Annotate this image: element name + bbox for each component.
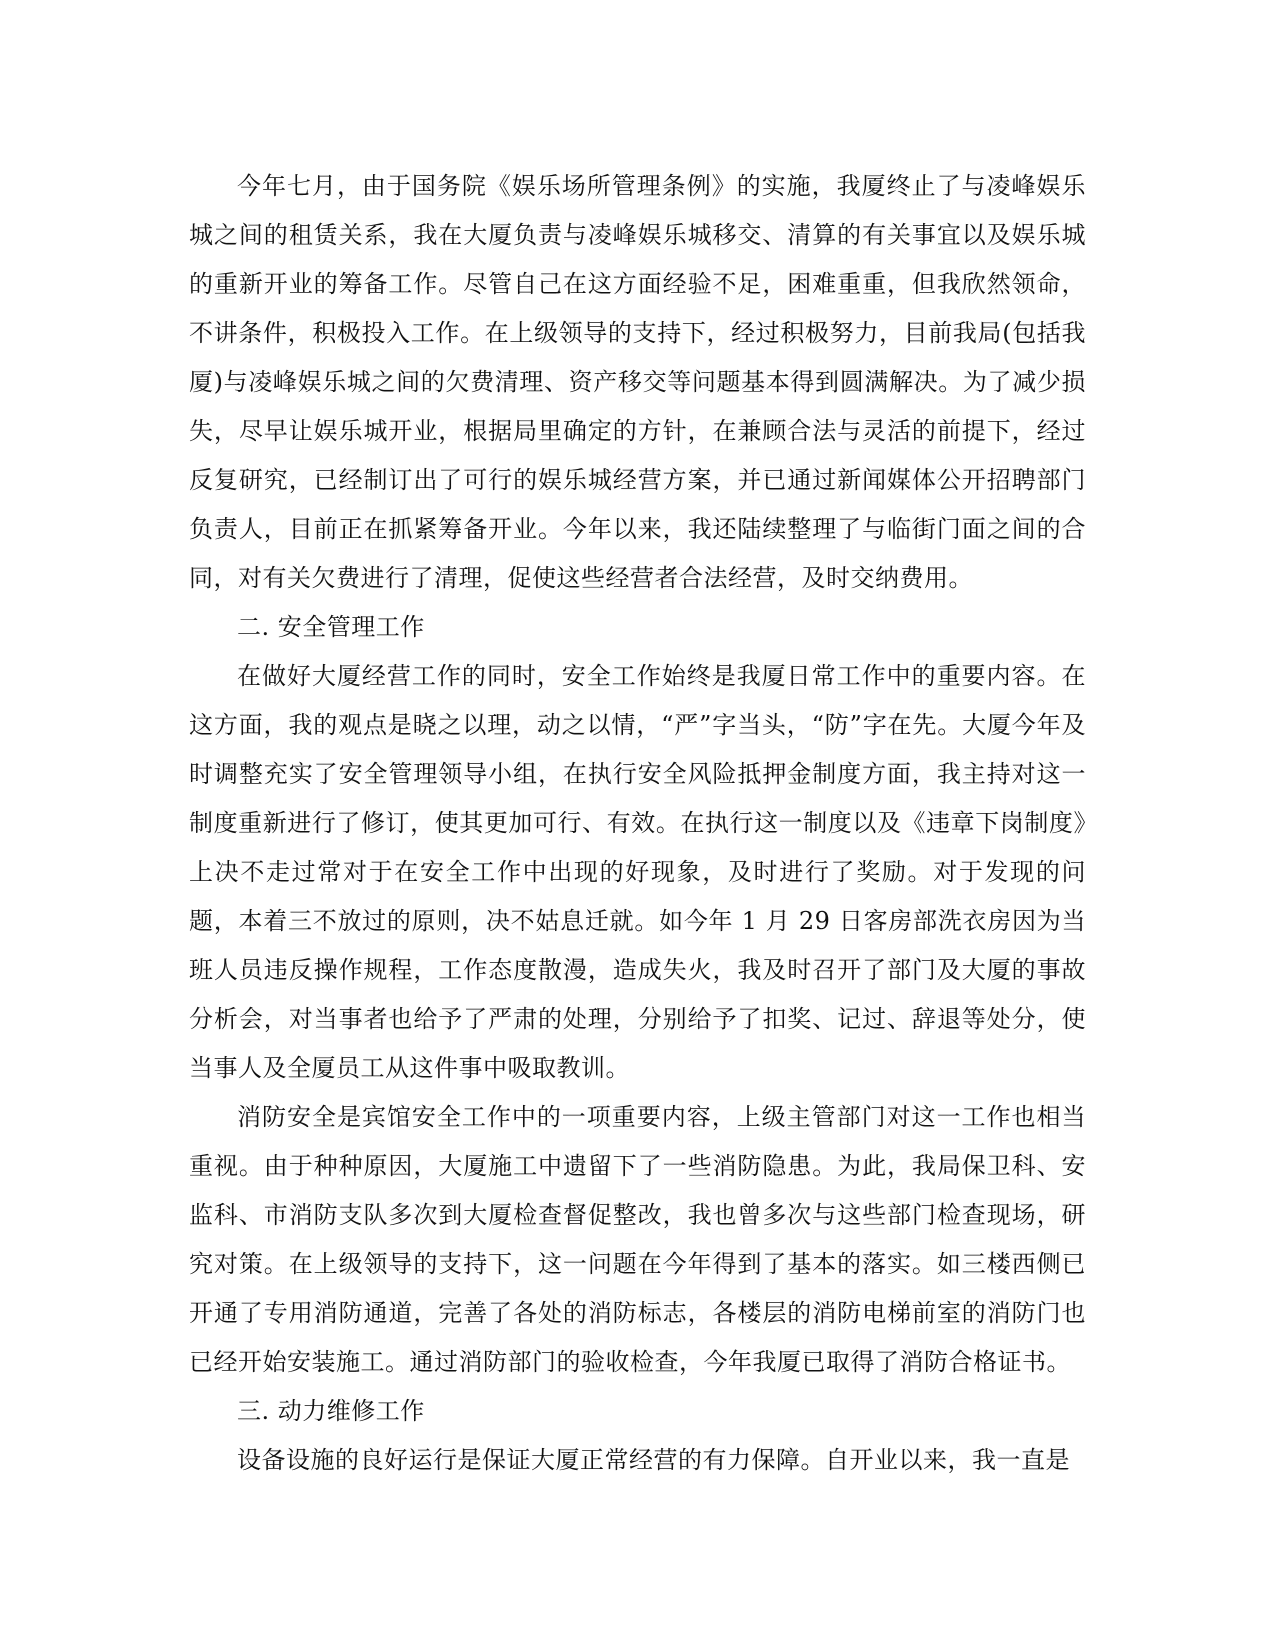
section-heading-power-maintenance: 三. 动力维修工作 [237, 1397, 425, 1425]
section-heading-safety-management: 二. 安全管理工作 [237, 613, 425, 641]
paragraph-safety-work: 在做好大厦经营工作的同时，安全工作始终是我厦日常工作中的重要内容。在这方面，我的观点是晓之以理，动之以情，“严”字当头，“防”字在先。大厦今年及时调整充实了安全管理领导小组，在执行安全风险抵押金制度方面，我主持对这一制度重新进行了修订，使其更加可行、有效。在执行这一制度以及《违章下岗制度》上决不走过常对于在安全工作中出现的好现象，及时进行了奖励。对于发现的问题，本着三不放过的原则，决不姑息迁就。如今年 1 月 29 日客房部洗衣房因为当班人员违反操作规程，工作态度散漫，造成失火，我及时召开了部门及大厦的事故分析会，对当事者也给予了严肃的处理，分别给予了扣奖、记过、辞退等处分，使当事人及全厦员工从这件事中吸取教训。 [189, 662, 1086, 1082]
paragraph-entertainment-city: 今年七月，由于国务院《娱乐场所管理条例》的实施，我厦终止了与凌峰娱乐城之间的租赁关系，我在大厦负责与凌峰娱乐城移交、清算的有关事宜以及娱乐城的重新开业的筹备工作。尽管自己在这方面经验不足，困难重重，但我欣然领命，不讲条件，积极投入工作。在上级领导的支持下，经过积极努力，目前我局(包括我厦)与凌峰娱乐城之间的欠费清理、资产移交等问题基本得到圆满解决。为了减少损失，尽早让娱乐城开业，根据局里确定的方针，在兼顾合法与灵活的前提下，经过反复研究，已经制订出了可行的娱乐城经营方案，并已通过新闻媒体公开招聘部门负责人，目前正在抓紧筹备开业。今年以来，我还陆续整理了与临街门面之间的合同，对有关欠费进行了清理，促使这些经营者合法经营，及时交纳费用。 [189, 172, 1086, 592]
document-body [189, 162, 1086, 1485]
paragraph-fire-safety: 消防安全是宾馆安全工作中的一项重要内容，上级主管部门对这一工作也相当重视。由于种种原因，大厦施工中遗留下了一些消防隐患。为此，我局保卫科、安监科、市消防支队多次到大厦检查督促整改，我也曾多次与这些部门检查现场，研究对策。在上级领导的支持下，这一问题在今年得到了基本的落实。如三楼西侧已开通了专用消防通道，完善了各处的消防标志，各楼层的消防电梯前室的消防门也已经开始安装施工。通过消防部门的验收检查，今年我厦已取得了消防合格证书。 [189, 1103, 1086, 1376]
paragraph-equipment-maintenance: 设备设施的良好运行是保证大厦正常经营的有力保障。自开业以来，我一直是 [237, 1446, 1070, 1474]
